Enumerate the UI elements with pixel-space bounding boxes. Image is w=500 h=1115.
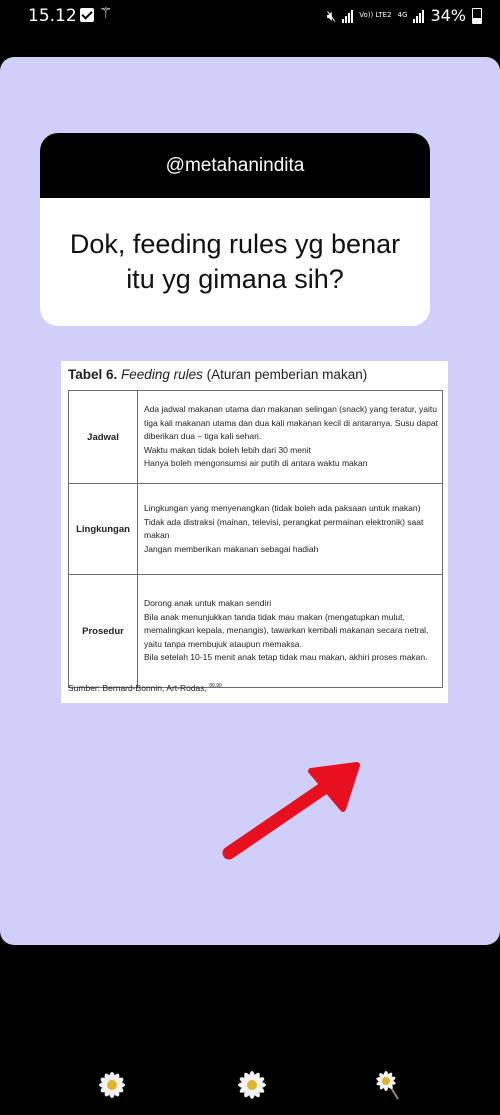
battery-icon xyxy=(472,8,482,24)
table-rules xyxy=(138,484,443,575)
rule-line: Waktu makan tidak boleh lebih dari 30 menit xyxy=(144,444,311,455)
arrow-icon xyxy=(215,757,365,867)
table-category: Jadwal xyxy=(69,391,138,484)
rule-line: Ada jadwal makanan utama dan makanan selingan (snack) yang teratur, yaitu tiga kali makanan utama dan dua kali makanan kecil di antaranya. Susu dapat diberikan dua – tiga kali sehari. xyxy=(144,404,438,442)
status-time: 15.12 xyxy=(28,6,77,26)
table-category: Lingkungan xyxy=(69,484,138,575)
table-title xyxy=(68,367,367,382)
table-rules xyxy=(138,575,443,688)
story-card[interactable] xyxy=(0,57,500,945)
table-source-refs: 89,90 xyxy=(209,683,222,690)
magic-wand-icon: ⚚ xyxy=(99,4,113,22)
table-row xyxy=(69,484,443,575)
table-source-text: Sumber: Bernard-Bonnin, Art-Rodas, xyxy=(68,683,207,693)
daisy-icon[interactable] xyxy=(232,1065,272,1105)
table-row xyxy=(69,575,443,688)
status-bar xyxy=(0,0,500,34)
table-title-suffix: (Aturan pemberian makan) xyxy=(206,367,368,382)
rule-line: Bila setelah 10-15 menit anak tetap tidak mau makan, akhiri proses makan. xyxy=(144,652,428,663)
rule-line: Hanya boleh mengonsumsi air putih di antara waktu makan xyxy=(144,458,368,469)
rule-line: Dorong anak untuk makan sendiri xyxy=(144,598,272,609)
feeding-rules-table xyxy=(68,390,443,688)
daisy-icon[interactable] xyxy=(92,1065,132,1105)
network-4g-label: 4G xyxy=(397,11,408,19)
question-text: Dok, feeding rules yg benar itu yg gimana sih? xyxy=(69,229,401,294)
status-right xyxy=(327,6,482,25)
rule-line: Jangan memberikan makanan sebagai hadiah xyxy=(144,543,319,554)
table-source xyxy=(68,683,222,693)
feeding-rules-table-image xyxy=(61,361,448,703)
table-title-prefix: Tabel 6. xyxy=(68,367,118,382)
rule-line: Tidak ada distraksi (mainan, televisi, perangkat permainan elektronik) saat makan xyxy=(144,516,424,540)
signal-icon xyxy=(413,9,424,23)
question-sticker[interactable] xyxy=(40,133,430,326)
table-title-italic: Feeding rules xyxy=(121,367,203,382)
network-volte-label: Vo)) LTE2 xyxy=(359,11,392,19)
rule-line: Lingkungan yang menyenangkan (tidak boleh ada paksaan untuk makan) xyxy=(144,503,421,513)
table-rules xyxy=(138,391,443,484)
table-row xyxy=(69,391,443,484)
daisy-icon[interactable] xyxy=(372,1065,408,1101)
rule-line: Bila anak menunjukkan tanda tidak mau makan (mengatupkan mulut, memalingkan kepala, menangis), tawarkan kembali makanan secara netral, yaitu tanpa membujuk ataupun memaksa. xyxy=(144,611,429,649)
checkbox-icon xyxy=(80,8,94,22)
question-username: @metahanindita xyxy=(40,133,430,198)
mute-icon: 🔇︎ xyxy=(326,6,337,25)
signal-icon xyxy=(342,9,353,23)
battery-percent: 34% xyxy=(430,6,466,25)
table-category: Prosedur xyxy=(69,575,138,688)
